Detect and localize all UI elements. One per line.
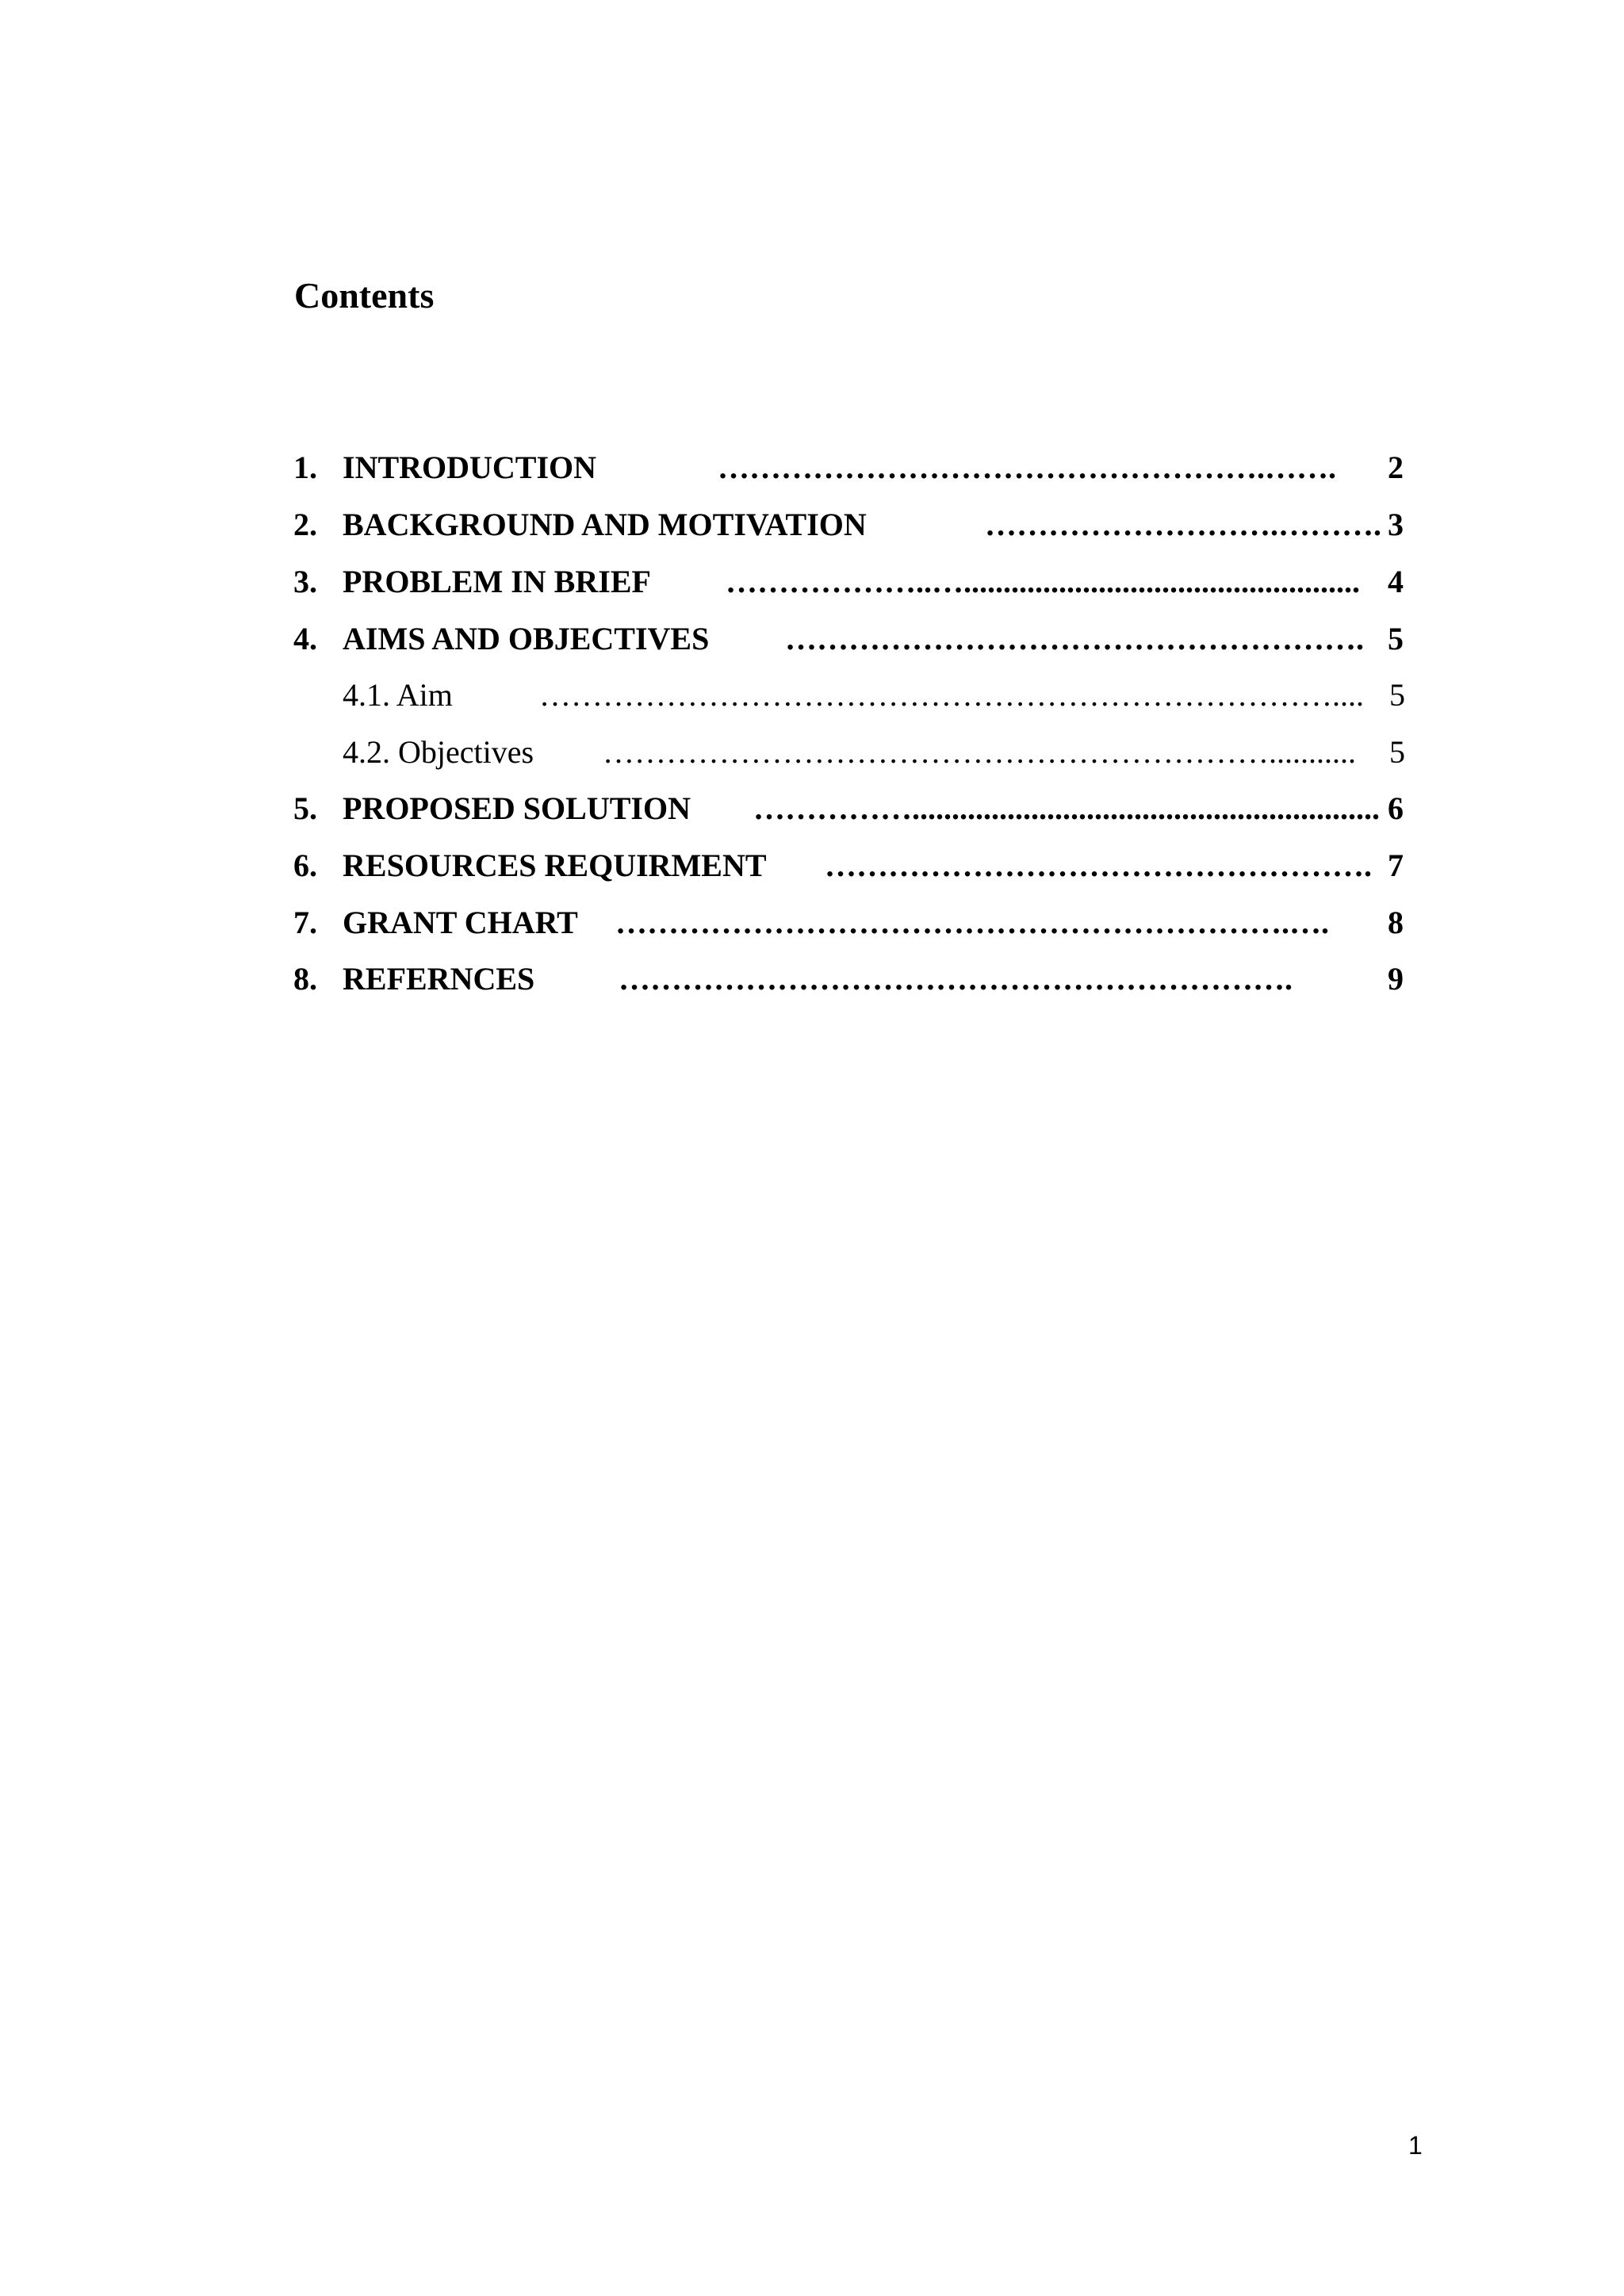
toc-entry-leader: ………………………………………………………………….... (539, 677, 1364, 713)
toc-entry-label: INTRODUCTION (343, 450, 597, 485)
toc-entry-page: 7 (1388, 848, 1404, 883)
toc-entry-label: AIMS AND OBJECTIVES (343, 621, 710, 656)
toc-entry-number: 2. (293, 507, 317, 542)
toc-entry-leader: …………………………………………….……. (718, 450, 1336, 485)
toc-entry-leader: ………………………………………………………. (619, 961, 1293, 997)
toc-entry-number: 5. (293, 790, 317, 826)
toc-entry-leader: ……………………………………………………….…. (615, 905, 1329, 940)
toc-entry-page: 8 (1388, 905, 1404, 940)
toc-entry-page: 9 (1388, 961, 1404, 997)
toc-entry-leader: ………………………………………………. (785, 621, 1364, 656)
toc-entry-number: 3. (293, 564, 317, 599)
toc-entry-leader: ……………........................................................... (753, 790, 1380, 826)
toc-entry-label: 4.2. Objectives (343, 734, 534, 770)
toc-entry-number: 8. (293, 961, 317, 997)
toc-entry-number: 7. (293, 905, 317, 940)
page-title: Contents (294, 275, 435, 316)
toc-entry-page: 6 (1388, 790, 1404, 826)
page-number: 1 (1408, 2131, 1423, 2160)
toc-entry-leader: ……………………….………. (985, 507, 1381, 542)
toc-entry-label: BACKGROUND AND MOTIVATION (343, 507, 867, 542)
toc-entry-page: 5 (1388, 621, 1404, 656)
toc-entry-number: 1. (293, 450, 317, 485)
toc-entry-number: 6. (293, 848, 317, 883)
toc-entry-label: GRANT CHART (343, 905, 578, 940)
toc-entry-page: 5 (1389, 677, 1405, 713)
toc-entry-label: REFERNCES (343, 961, 535, 997)
toc-entry-leader: ……………………………………………. (825, 848, 1372, 883)
toc-entry-page: 2 (1388, 450, 1404, 485)
toc-entry-label: PROPOSED SOLUTION (343, 790, 691, 826)
toc-entry-label: PROBLEM IN BRIEF (343, 564, 651, 599)
toc-entry-leader: ………………………………………………………........... (603, 734, 1356, 770)
toc-entry-number: 4. (293, 621, 317, 656)
toc-entry-page: 5 (1389, 734, 1405, 770)
toc-entry-label: 4.1. Aim (343, 677, 453, 713)
toc-entry-label: RESOURCES REQUIRMENT (343, 848, 767, 883)
toc-entry-page: 3 (1388, 507, 1404, 542)
toc-entry-page: 4 (1388, 564, 1404, 599)
toc-entry-leader: ………………..….................................................. (726, 564, 1360, 599)
